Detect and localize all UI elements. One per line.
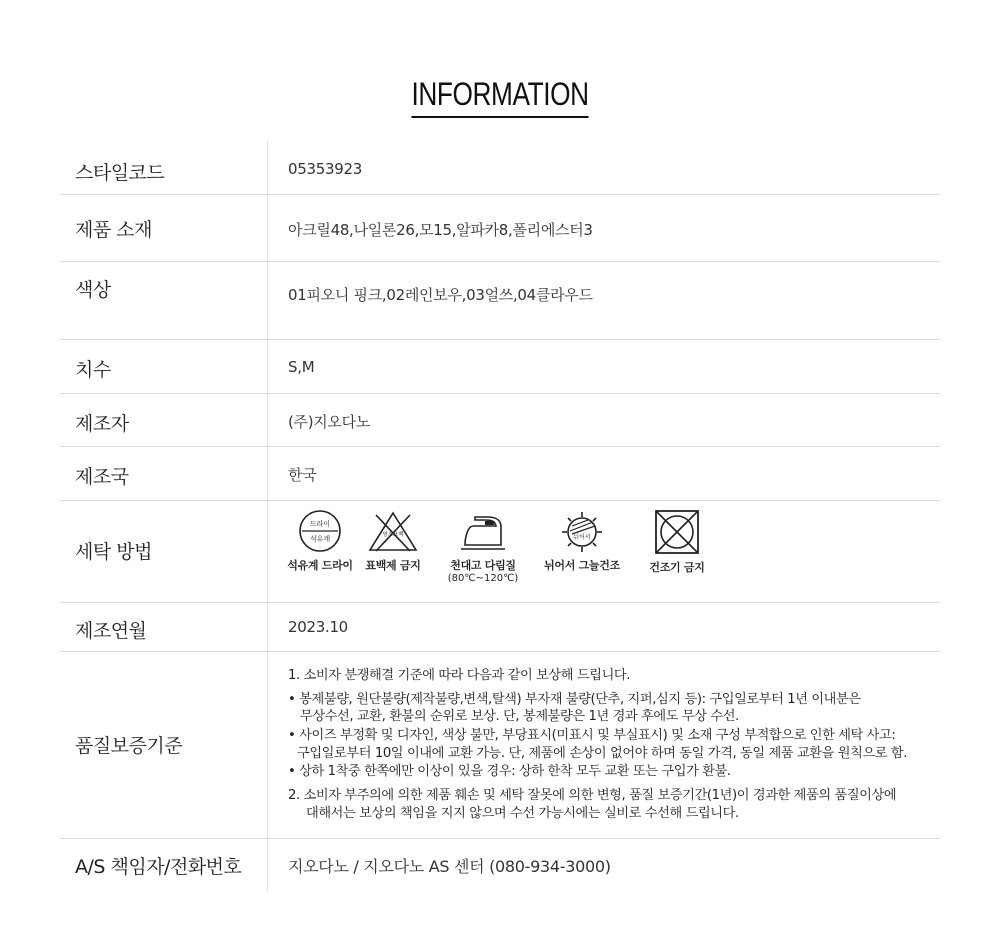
quality-line: 구입일로부터 10일 이내에 교환 가능. 단, 제품에 손상이 없어야 하며 동일 가격, 동일 제품 교환을 원칙으로 함. bbox=[297, 746, 908, 761]
row-label: 제품 소재 bbox=[75, 219, 152, 241]
care-label: 건조기 금지 bbox=[649, 561, 705, 574]
care-label: 표백제 금지 bbox=[365, 559, 421, 572]
row-value: 지오다노 / 지오다노 AS 센터 (080-934-3000) bbox=[288, 857, 611, 876]
table-row-style-code bbox=[60, 140, 940, 195]
quality-line: 무상수선, 교환, 환불의 순위로 보상. 단, 봉제불량은 1년 경과 후에도 무상 수선. bbox=[300, 709, 739, 724]
row-value: 아크릴48,나일론26,모15,알파카8,폴리에스터3 bbox=[288, 221, 593, 239]
care-item bbox=[433, 509, 533, 584]
quality-line: 2. 소비자 부주의에 의한 제품 훼손 및 세탁 잘못에 의한 변형, 품질 보증기간(1년)이 경과한 제품의 품질이상에 bbox=[288, 788, 897, 803]
care-item bbox=[343, 509, 443, 573]
table-row-manufacturer bbox=[60, 394, 940, 447]
care-label: 천대고 다림질 bbox=[450, 559, 516, 572]
table-row-material bbox=[60, 195, 940, 262]
care-item bbox=[532, 509, 632, 573]
row-value: 01피오니 핑크,02레인보우,03얼쓰,04클라우드 bbox=[288, 286, 593, 304]
iron-with-cloth-icon bbox=[459, 509, 507, 553]
dry-clean-petroleum-icon bbox=[298, 509, 342, 553]
row-label: 치수 bbox=[75, 359, 111, 381]
table-row-quality bbox=[60, 652, 940, 839]
table-row-country bbox=[60, 447, 940, 501]
row-label: 색상 bbox=[75, 279, 111, 301]
row-label: 세탁 방법 bbox=[75, 541, 152, 563]
row-value: 05353923 bbox=[288, 160, 362, 178]
row-label: 스타일코드 bbox=[75, 162, 165, 184]
table-row-size bbox=[60, 340, 940, 394]
row-label: 제조국 bbox=[75, 466, 129, 488]
table-row-as-contact bbox=[60, 839, 940, 891]
table-row-manufacture-date bbox=[60, 603, 940, 652]
svg-text:뉘어서: 뉘어서 bbox=[573, 534, 591, 541]
quality-line: • 사이즈 부정확 및 디자인, 색상 불만, 부당표시(미표시 및 부실표시) 및 소재 구성 부적합으로 인한 세탁 사고: bbox=[288, 728, 896, 743]
page-title: INFORMATION bbox=[411, 74, 588, 118]
flat-dry-shade-icon bbox=[558, 509, 606, 553]
row-value: 2023.10 bbox=[288, 618, 348, 636]
svg-text:드라이: 드라이 bbox=[309, 520, 331, 528]
table-row-wash bbox=[60, 501, 940, 603]
table-row-color bbox=[60, 262, 940, 340]
svg-text:염소표백: 염소표백 bbox=[382, 532, 404, 538]
care-item bbox=[627, 509, 727, 575]
quality-line: 1. 소비자 분쟁해결 기준에 따라 다음과 같이 보상해 드립니다. bbox=[288, 668, 631, 683]
care-sub-label: (80℃~120℃) bbox=[447, 573, 519, 584]
quality-line: 대해서는 보상의 책임을 지지 않으며 수선 가능시에는 실비로 수선해 드립니다. bbox=[306, 806, 739, 821]
row-label: A/S 책임자/전화번호 bbox=[75, 856, 242, 878]
care-label: 석유계 드라이 bbox=[287, 559, 353, 572]
no-bleach-icon bbox=[366, 509, 420, 553]
row-value: (주)지오다노 bbox=[288, 413, 371, 431]
care-label: 뉘어서 그늘건조 bbox=[544, 559, 620, 572]
row-value: S,M bbox=[288, 358, 315, 376]
svg-text:석유계: 석유계 bbox=[309, 535, 331, 543]
row-label: 품질보증기준 bbox=[75, 735, 183, 757]
row-label: 제조자 bbox=[75, 413, 129, 435]
row-label: 제조연월 bbox=[75, 620, 147, 642]
row-value: 한국 bbox=[288, 466, 317, 484]
no-tumble-dry-icon bbox=[654, 509, 700, 555]
quality-line: • 봉제불량, 원단불량(제작불량,변색,탈색) 부자재 불량(단추, 지퍼,심지 등): 구입일로부터 1년 이내분은 bbox=[288, 692, 861, 707]
quality-line: • 상하 1착중 한쪽에만 이상이 있을 경우: 상하 한착 모두 교환 또는 구입가 환불. bbox=[288, 764, 731, 779]
